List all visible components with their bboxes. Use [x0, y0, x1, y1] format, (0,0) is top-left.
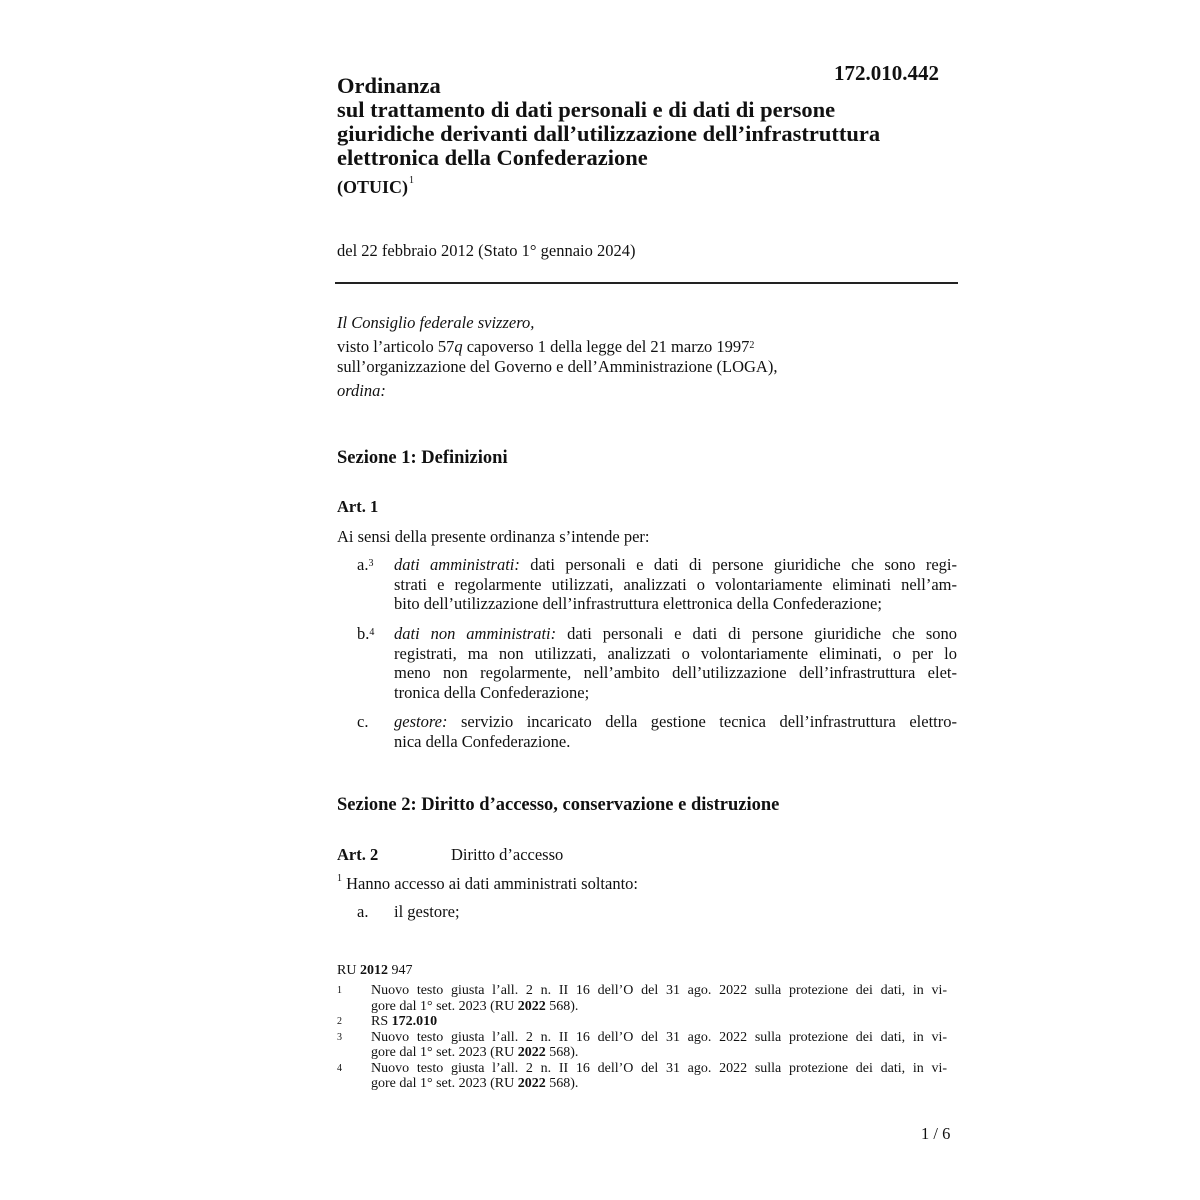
article-intro: Ai sensi della presente ordinanza s’intende per: — [337, 527, 650, 546]
footnote — [337, 1014, 947, 1030]
footnote-tail: 568). — [545, 1076, 579, 1091]
item-label — [357, 555, 373, 575]
abbreviation — [337, 177, 414, 198]
item-line: bito dell’utilizzazione dell’infrastruttura elettronica della Confederazione; — [394, 594, 882, 613]
legal-basis-text: visto l’articolo 57 — [337, 337, 455, 356]
article-number: Art. 2 — [337, 845, 379, 864]
item-letter: c. — [357, 712, 369, 731]
definition-item — [357, 624, 957, 702]
section-heading: Sezione 1: Definizioni — [337, 448, 508, 468]
legal-basis-line: sull’organizzazione del Governo e dell’Amministrazione (LOGA), — [337, 357, 778, 376]
item-line: dati personali e dati di persone giuridiche che sono — [556, 624, 957, 643]
item-line: meno non regolarmente, nell’ambito dell’utilizzazione dell’infrastruttura elet- — [394, 663, 957, 682]
article-number: Art. 1 — [337, 497, 379, 516]
legal-basis-letter: q — [454, 337, 463, 356]
footnote-number: 3 — [337, 1031, 342, 1043]
item-label — [357, 624, 374, 644]
item-line: dati personali e dati di persone giuridiche che sono regi- — [519, 555, 957, 574]
article-title: Diritto d’accesso — [451, 845, 564, 864]
item-text — [394, 712, 957, 751]
official-compilation-ref — [337, 963, 412, 979]
footnote-bold: 2022 — [517, 1045, 546, 1060]
footnote-bold: 2022 — [517, 1076, 546, 1091]
item-letter: a. — [357, 555, 369, 574]
article-paragraph — [337, 874, 957, 894]
abbreviation-text: (OTUIC) — [337, 177, 408, 197]
legal-basis-text: capoverso 1 della legge del 21 marzo 1997 — [462, 337, 750, 356]
legal-basis-line — [337, 337, 957, 357]
access-item — [357, 902, 957, 922]
preamble — [337, 313, 957, 401]
item-text: il gestore; — [394, 902, 460, 921]
footnote-bold: 2022 — [517, 998, 546, 1014]
definition-item — [357, 555, 957, 614]
footnote-line: Nuovo testo giusta l’all. 2 n. II 16 dell’O del 31 ago. 2022 sulla protezione dei dati, in vi- — [371, 983, 947, 998]
item-line: strati e regolarmente utilizzati, analizzati o volontariamente eliminati nell’am- — [394, 574, 957, 594]
document-date: del 22 febbraio 2012 (Stato 1° gennaio 2024) — [337, 241, 636, 260]
issuer: Il Consiglio federale svizzero, — [337, 313, 535, 332]
footnote-ref[interactable]: 4 — [369, 627, 375, 638]
ru-page: 947 — [387, 963, 413, 978]
item-line: registrati, ma non utilizzati, analizzati o volontariamente eliminati, o per lo — [394, 643, 957, 663]
defined-term: dati amministrati: — [394, 555, 520, 574]
footnote — [337, 983, 947, 1014]
title-line: Ordinanza — [337, 73, 441, 98]
footnote-bold: 172.010 — [391, 1014, 438, 1029]
item-letter: b. — [357, 624, 370, 643]
ru-prefix: RU — [337, 963, 360, 978]
page-number: 1 / 6 — [921, 1124, 951, 1143]
header-divider — [335, 282, 958, 284]
ru-year: 2012 — [359, 963, 388, 978]
footnote-tail: 568). — [545, 998, 579, 1014]
item-line: nica della Confederazione. — [394, 731, 571, 751]
sr-number: 172.010.442 — [834, 61, 939, 85]
footnote-line: Nuovo testo giusta l’all. 2 n. II 16 dell’O del 31 ago. 2022 sulla protezione dei dati, in vi- — [371, 1060, 947, 1076]
footnote-line: gore dal 1° set. 2023 (RU — [371, 998, 518, 1014]
paragraph-text: Hanno accesso ai dati amministrati soltanto: — [342, 874, 639, 893]
item-label — [357, 712, 368, 732]
item-line: servizio incaricato della gestione tecnica dell’infrastruttura elettro- — [447, 712, 957, 731]
item-letter: a. — [357, 902, 369, 921]
title-line: sul trattamento di dati personali e di dati di persone — [337, 97, 836, 122]
footnote-line: gore dal 1° set. 2023 (RU — [371, 1076, 518, 1091]
footnote-line: Nuovo testo giusta l’all. 2 n. II 16 dell’O del 31 ago. 2022 sulla protezione dei dati, in vi- — [371, 1029, 947, 1045]
footnote-ref[interactable]: 1 — [409, 175, 414, 186]
paragraph-number: 1 — [337, 873, 342, 884]
footnote-line: gore dal 1° set. 2023 (RU — [371, 1045, 518, 1060]
item-line: tronica della Confederazione; — [394, 682, 590, 702]
defined-term: dati non amministrati: — [394, 624, 557, 643]
footnote — [337, 1030, 947, 1061]
footnote-tail: 568). — [545, 1045, 579, 1060]
item-text — [394, 555, 957, 614]
footnote-ref[interactable]: 2 — [749, 340, 755, 351]
definition-item — [357, 712, 957, 751]
footnote — [337, 1061, 947, 1092]
footnote-ref[interactable]: 3 — [368, 558, 374, 569]
item-text — [394, 624, 957, 702]
defined-term: gestore: — [394, 712, 448, 731]
section-heading: Sezione 2: Diritto d’accesso, conservazione e distruzione — [337, 795, 780, 815]
footnote-number: 1 — [337, 985, 342, 996]
footnote-number: 4 — [337, 1062, 342, 1074]
ordina: ordina: — [337, 381, 386, 400]
title-line: giuridiche derivanti dall’utilizzazione dell’infrastruttura — [337, 121, 881, 146]
footnotes — [337, 983, 947, 1092]
footnote-line: RS — [371, 1014, 392, 1029]
footnote-number: 2 — [337, 1016, 342, 1027]
document-title — [337, 74, 957, 170]
title-line: elettronica della Confederazione — [337, 145, 648, 170]
